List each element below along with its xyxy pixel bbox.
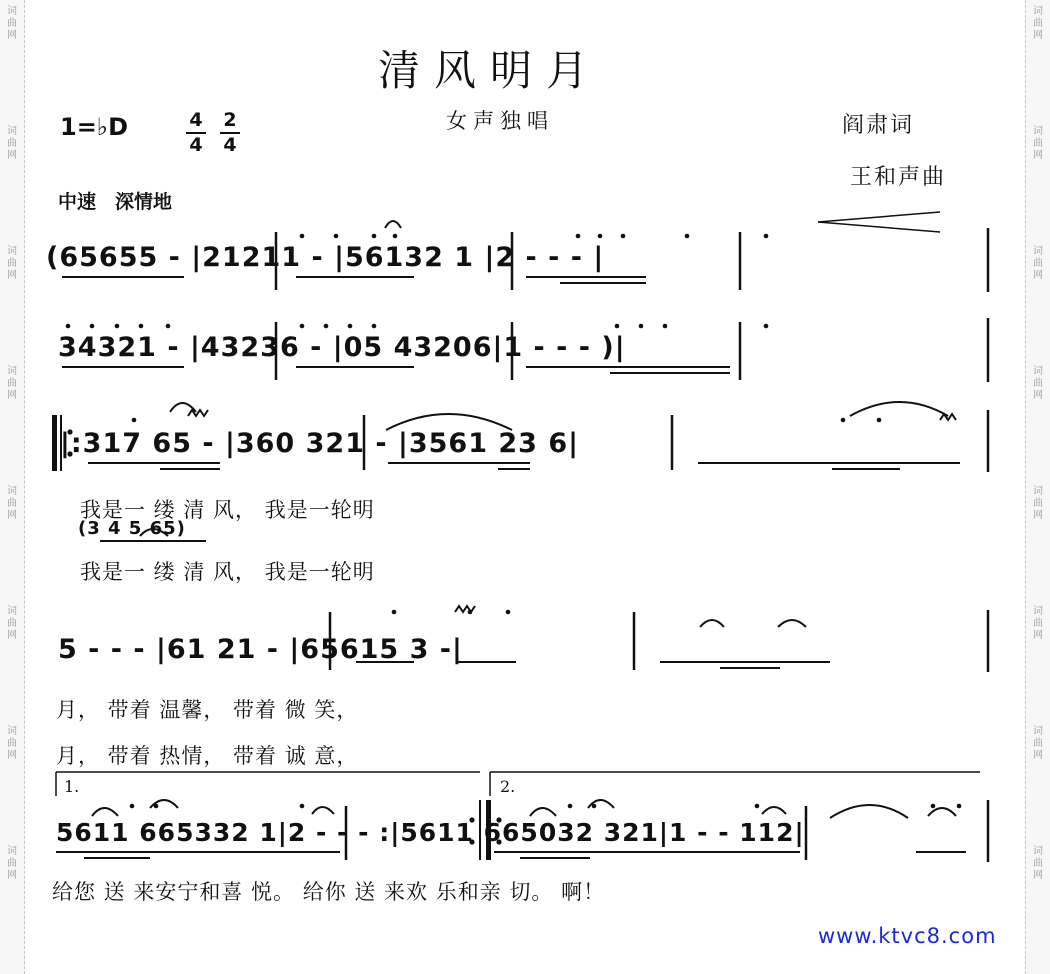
watermark-text: 词曲网 (1033, 6, 1043, 41)
notation-line-3: |:317 65 - |360 321 - |3561 23 6| (60, 428, 580, 459)
lyric-line-3-verse-2: 我是一 缕 清 风， 我是一轮明 (80, 560, 375, 584)
notation-line-5: 5611 665332 1|2 - - - :|5611 665032 321|1 - - 112| (56, 818, 805, 847)
lyric-line-4-verse-1: 月， 带着 温馨， 带着 微 笑， (56, 698, 359, 722)
watermark-text: 词曲网 (7, 726, 17, 761)
watermark-text: 词曲网 (1033, 366, 1043, 401)
watermark-text: 词曲网 (7, 126, 17, 161)
notation-line-1: (65655 - |21211 - |56132 1 |2 - - - | (46, 242, 605, 273)
lyric-line-5: 给您 送 来安宁和喜 悦。 给你 送 来欢 乐和亲 切。 啊！ (52, 880, 606, 904)
ossia-notes: (3 4 5 65) (78, 518, 186, 539)
lyricist-credit: 阎肃词 (842, 113, 915, 138)
watermark-text: 词曲网 (7, 366, 17, 401)
notation-line-2: 34321 - |43236 - |05 43206|1 - - - )| (58, 332, 626, 363)
site-url[interactable]: www.ktvc8.com (818, 924, 997, 948)
watermark-text: 词曲网 (1033, 606, 1043, 641)
lyric-line-4-verse-2: 月， 带着 热情， 带着 诚 意， (56, 744, 359, 768)
watermark-text: 词曲网 (1033, 726, 1043, 761)
watermark-text: 词曲网 (7, 846, 17, 881)
time-signature-top-b: 2 (223, 109, 237, 131)
watermark-text: 词曲网 (7, 486, 17, 521)
song-subtitle: 女声独唱 (446, 109, 554, 133)
watermark-text: 词曲网 (7, 6, 17, 41)
watermark-text: 词曲网 (7, 606, 17, 641)
composer-credit: 王和声曲 (850, 165, 947, 190)
watermark-text: 词曲网 (1033, 246, 1043, 281)
lyric-line-3-verse-1: 我是一 缕 清 风， 我是一轮明 (80, 498, 375, 522)
watermark-text: 词曲网 (1033, 126, 1043, 161)
watermark-text: 词曲网 (1033, 486, 1043, 521)
second-ending-label: 2. (500, 777, 516, 796)
watermark-text: 词曲网 (1033, 846, 1043, 881)
time-signature-bottom-b: 4 (223, 134, 237, 156)
first-ending-label: 1. (64, 777, 80, 796)
time-signature-bottom-a: 4 (189, 134, 203, 156)
key-signature: 1=♭D (60, 113, 129, 141)
notation-line-4: 5 - - - |61 21 - |65615 3 -| (58, 634, 463, 665)
watermark-text: 词曲网 (7, 246, 17, 281)
time-signature-top-a: 4 (189, 109, 203, 131)
tempo-marking: 中速 深情地 (58, 191, 173, 213)
song-title: 清风明月 (378, 46, 603, 95)
